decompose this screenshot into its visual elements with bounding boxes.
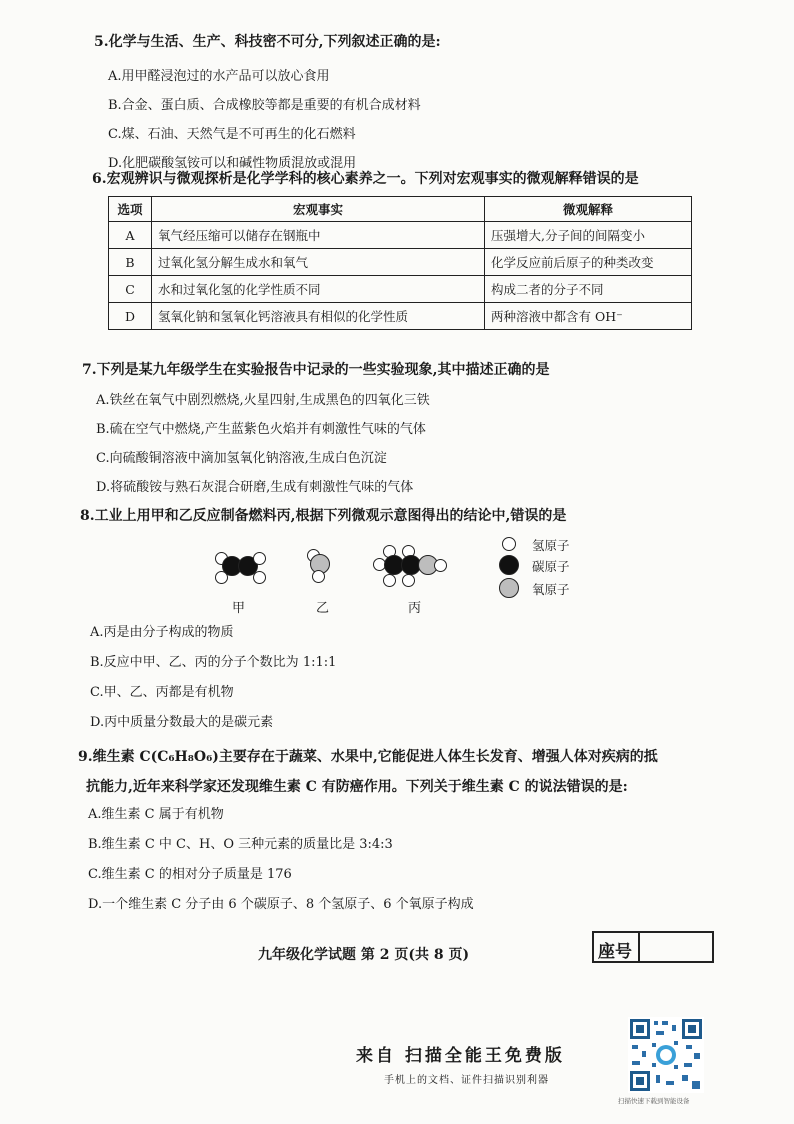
q6-row-b-option: B [109, 249, 152, 276]
q9-option-b: B.维生素 C 中 C、H、O 三种元素的质量比是 3:4:3 [88, 837, 393, 852]
molecule-label-bing: 丙 [408, 601, 422, 616]
q5-option-a: A.用甲醛浸泡过的水产品可以放心食用 [108, 69, 330, 84]
q6-row-c-fact: 水和过氧化氢的化学性质不同 [152, 276, 485, 303]
q6-row-d-option: D [109, 303, 152, 330]
molecule-label-yi: 乙 [316, 601, 330, 616]
q5-option-b: B.合金、蛋白质、合成橡胶等都是重要的有机合成材料 [108, 98, 421, 113]
scanner-watermark-title: 来自 扫描全能王免费版 [356, 1046, 565, 1066]
q9-stem-line2: 抗能力,近年来科学家还发现维生素 C 有防癌作用。下列关于维生素 C 的说法错误的是: [86, 779, 628, 795]
q6-header-macro: 宏观事实 [152, 197, 485, 222]
q8-option-c: C.甲、乙、丙都是有机物 [90, 685, 234, 700]
q7-option-b: B.硫在空气中燃烧,产生蓝紫色火焰并有刺激性气味的气体 [96, 422, 426, 437]
q5-option-d: D.化肥碳酸氢铵可以和碱性物质混放或混用 [108, 156, 357, 171]
q9-option-d: D.一个维生素 C 分子由 6 个碳原子、8 个氢原子、6 个氧原子构成 [88, 897, 474, 912]
q6-header-option: 选项 [109, 197, 152, 222]
qr-code-icon [628, 1017, 704, 1093]
legend-carbon-icon [499, 555, 519, 575]
q7-stem: 7.下列是某九年级学生在实验报告中记录的一些实验现象,其中描述正确的是 [82, 362, 550, 378]
legend-oxygen-label: 氧原子 [532, 582, 570, 597]
q6-table [108, 196, 692, 330]
q8-option-b: B.反应中甲、乙、丙的分子个数比为 1:1:1 [90, 655, 337, 670]
q6-row-c-explain: 构成二者的分子不同 [485, 276, 692, 303]
hydrogen-atom [402, 574, 415, 587]
hydrogen-atom [312, 570, 325, 583]
q5-stem: 5.化学与生活、生产、科技密不可分,下列叙述正确的是: [94, 34, 441, 50]
molecule-label-jia: 甲 [232, 601, 246, 616]
q9-option-a: A.维生素 C 属于有机物 [88, 807, 224, 822]
q8-stem: 8.工业上用甲和乙反应制备燃料丙,根据下列微观示意图得出的结论中,错误的是 [80, 508, 567, 524]
table-row [109, 303, 692, 330]
q6-table-header [109, 197, 692, 222]
table-row [109, 249, 692, 276]
q6-row-a-option: A [109, 222, 152, 249]
q6-stem: 6.宏观辨识与微观探析是化学学科的核心素养之一。下列对宏观事实的微观解释错误的是 [92, 171, 639, 187]
table-row [109, 222, 692, 249]
hydrogen-atom [253, 552, 266, 565]
q6-row-b-fact: 过氧化氢分解生成水和氧气 [152, 249, 485, 276]
q6-row-b-explain: 化学反应前后原子的种类改变 [485, 249, 692, 276]
seat-number-box [592, 931, 714, 963]
q7-option-a: A.铁丝在氧气中剧烈燃烧,火星四射,生成黑色的四氧化三铁 [96, 393, 430, 408]
scanner-watermark-subtitle: 手机上的文档、证件扫描识别利器 [384, 1075, 549, 1086]
legend-carbon-label: 碳原子 [532, 559, 570, 574]
q7-option-d: D.将硫酸铵与熟石灰混合研磨,生成有刺激性气味的气体 [96, 480, 414, 495]
seat-number-label: 座号 [598, 942, 632, 962]
scanner-watermark-caption: 扫描快速下载到智能设备 [618, 1097, 690, 1105]
hydrogen-atom [253, 571, 266, 584]
q9-stem-line1: 9.维生素 C(C₆H₈O₆)主要存在于蔬菜、水果中,它能促进人体生长发育、增强人体对疾病的抵 [78, 749, 658, 765]
legend-oxygen-icon [499, 578, 519, 598]
q8-option-a: A.丙是由分子构成的物质 [90, 625, 234, 640]
q6-row-c-option: C [109, 276, 152, 303]
seat-number-divider [638, 933, 640, 961]
q6-header-micro: 微观解释 [485, 197, 692, 222]
hydrogen-atom [383, 574, 396, 587]
q7-option-c: C.向硫酸铜溶液中滴加氢氧化钠溶液,生成白色沉淀 [96, 451, 387, 466]
q6-row-d-explain: 两种溶液中都含有 OH⁻ [485, 303, 692, 330]
table-row [109, 276, 692, 303]
page-footer: 九年级化学试题 第 2 页(共 8 页) [258, 947, 470, 963]
legend-hydrogen-icon [502, 537, 516, 551]
q8-option-d: D.丙中质量分数最大的是碳元素 [90, 715, 274, 730]
q6-row-a-explain: 压强增大,分子间的间隔变小 [485, 222, 692, 249]
q5-option-c: C.煤、石油、天然气是不可再生的化石燃料 [108, 127, 356, 142]
legend-hydrogen-label: 氢原子 [532, 538, 570, 553]
q9-option-c: C.维生素 C 的相对分子质量是 176 [88, 867, 292, 882]
hydrogen-atom [434, 559, 447, 572]
q6-row-d-fact: 氢氧化钠和氢氧化钙溶液具有相似的化学性质 [152, 303, 485, 330]
q6-row-a-fact: 氧气经压缩可以储存在钢瓶中 [152, 222, 485, 249]
